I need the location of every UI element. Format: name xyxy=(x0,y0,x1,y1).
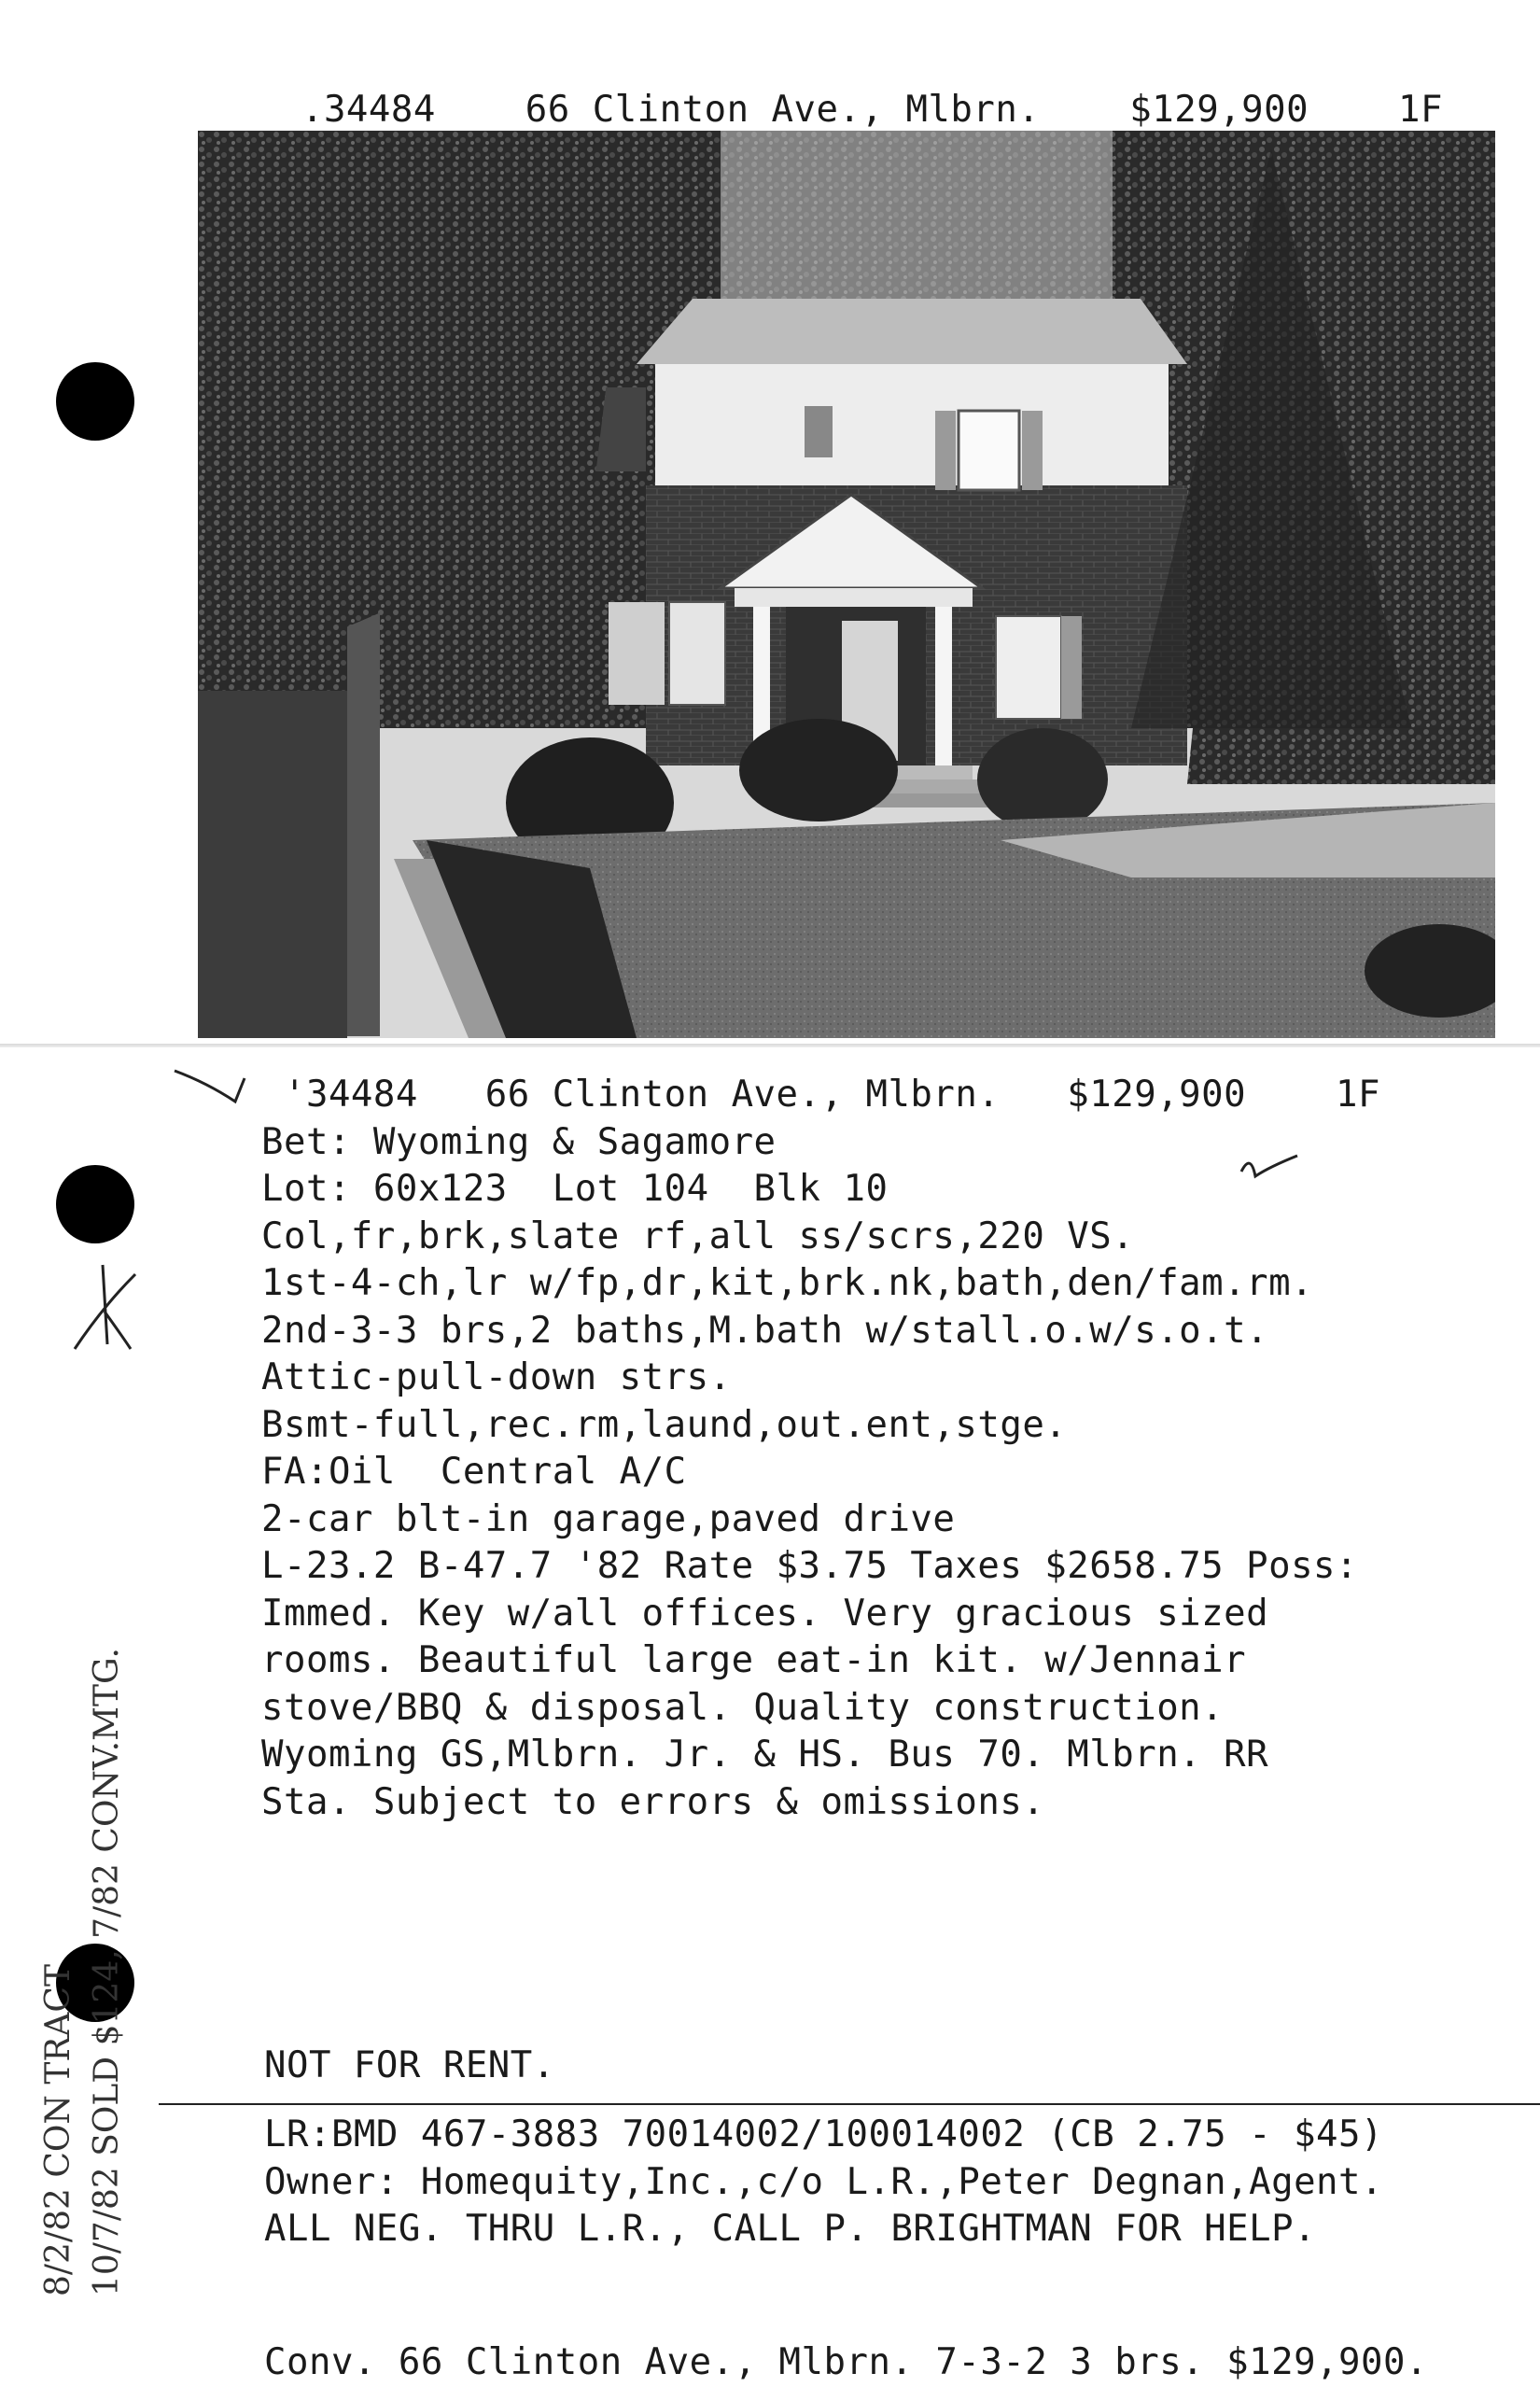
listing-line: Lot: 60x123 Lot 104 Blk 10 xyxy=(261,1168,889,1210)
agent-line: LR:BMD 467-3883 70014002/100014002 (CB 2.75 - $45) xyxy=(264,2113,1383,2155)
fold-line xyxy=(0,1044,1540,1047)
agent-block xyxy=(264,2112,1383,2254)
agent-line: ALL NEG. THRU L.R., CALL P. BRIGHTMAN FOR HELP. xyxy=(264,2208,1317,2250)
listing-line: Attic-pull-down strs. xyxy=(261,1356,732,1398)
not-for-rent-note: NOT FOR RENT. xyxy=(264,2044,555,2086)
punch-hole-top xyxy=(56,362,134,441)
header-price: $129,900 xyxy=(1129,88,1309,131)
listing-header-row: '34484 66 Clinton Ave., Mlbrn. $129,900 1F xyxy=(261,1074,1380,1116)
listing-line: 1st-4-ch,lr w/fp,dr,kit,brk.nk,bath,den/fam.rm. xyxy=(261,1262,1314,1304)
k-mark-icon xyxy=(65,1260,140,1354)
listing-line: Bet: Wyoming & Sagamore xyxy=(261,1120,777,1163)
listing-line: Wyoming GS,Mlbrn. Jr. & HS. Bus 70. Mlbrn. RR xyxy=(261,1734,1269,1776)
listing-details xyxy=(261,1072,1380,1826)
header-address: 66 Clinton Ave., Mlbrn. xyxy=(525,88,1041,131)
listing-line: Sta. Subject to errors & omissions. xyxy=(261,1780,1045,1823)
listing-line: FA:Oil Central A/C xyxy=(261,1451,687,1493)
margin-note-sold: 10/7/82 SOLD $124, 7/82 CONV.MTG. xyxy=(88,1648,126,2296)
agent-line: Owner: Homequity,Inc.,c/o L.R.,Peter Degnan,Agent. xyxy=(264,2160,1383,2203)
listing-line: Immed. Key w/all offices. Very gracious sized xyxy=(261,1592,1269,1635)
listing-line: Bsmt-full,rec.rm,laund,out.ent,stge. xyxy=(261,1403,1068,1446)
listing-line: Col,fr,brk,slate rf,all ss/scrs,220 VS. xyxy=(261,1215,1135,1257)
header-listing-no: .34484 xyxy=(301,88,436,131)
house-photo xyxy=(198,131,1495,1038)
divider-rule xyxy=(159,2103,1540,2105)
top-header xyxy=(257,39,1443,133)
check-mark-icon xyxy=(170,1060,263,1116)
listing-line: 2-car blt-in garage,paved drive xyxy=(261,1497,956,1540)
listing-line: L-23.2 B-47.7 '82 Rate $3.75 Taxes $2658.75 Poss: xyxy=(261,1545,1359,1587)
listing-line: 2nd-3-3 brs,2 baths,M.bath w/stall.o.w/s.o.t. xyxy=(261,1309,1269,1352)
listing-line: stove/BBQ & disposal. Quality construction. xyxy=(261,1686,1225,1729)
footer-summary: Conv. 66 Clinton Ave., Mlbrn. 7-3-2 3 brs. $129,900. xyxy=(264,2341,1428,2383)
listing-line: rooms. Beautiful large eat-in kit. w/Jennair xyxy=(261,1639,1247,1681)
punch-hole-middle xyxy=(56,1165,134,1243)
header-type: 1F xyxy=(1398,88,1443,131)
margin-note-contract: 8/2/82 CON TRACT xyxy=(39,1964,77,2296)
